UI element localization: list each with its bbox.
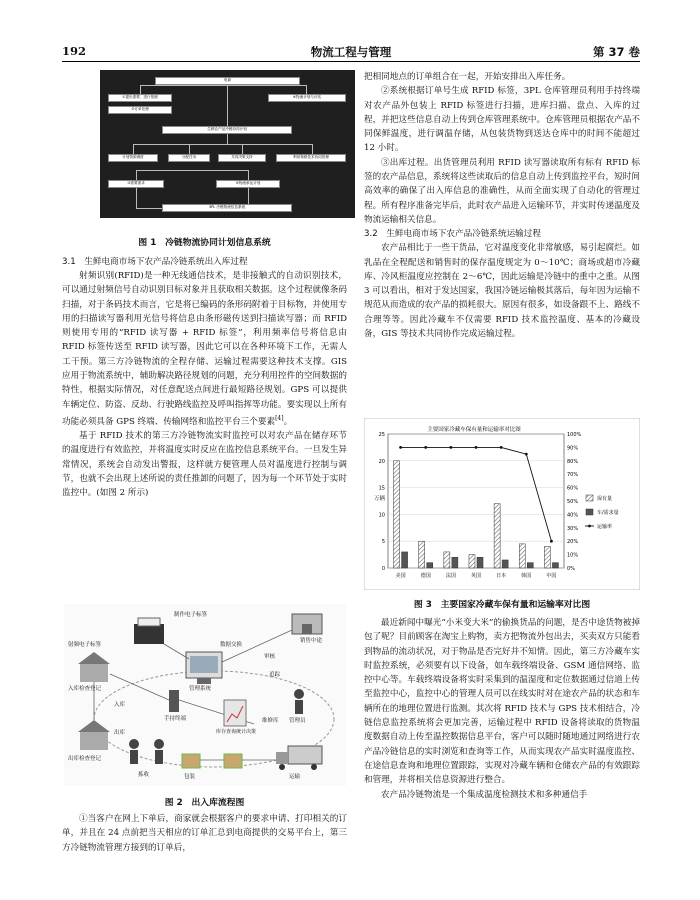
label-checkout-register: 出库检查登记: [68, 756, 102, 762]
label-management-system: 管理系统: [189, 686, 212, 692]
connector-line: [133, 144, 313, 145]
box-coordinated-plan: 生鲜农产品冷链协同计划: [162, 126, 292, 134]
chart-y2-tick-label: 80%: [567, 458, 579, 465]
page-number: 192: [62, 44, 87, 58]
chart-legend-label: 保有量: [597, 496, 613, 502]
figure-1-diagram: [100, 70, 355, 218]
chart-y-tick-label: 25: [378, 432, 385, 438]
right-column-bottom-text: [364, 616, 640, 878]
citation-4: [4]: [275, 414, 284, 422]
box-demand-forecast: ①提出需要、进行预测: [108, 94, 172, 102]
chart-y2-tick-label: 70%: [567, 472, 579, 479]
label-tracking: 追踪: [269, 672, 281, 678]
chart-point: [525, 453, 528, 456]
box-demand-requirement: ③需要需求: [108, 180, 164, 188]
chart-bar: [402, 552, 408, 568]
connector-line: [140, 85, 141, 94]
chart-bar: [544, 547, 550, 568]
paragraph-rfid-end: 。: [283, 416, 293, 427]
chart-bar: [427, 563, 433, 568]
chart-legend-label: 车/需求量: [597, 510, 619, 516]
box-resource-scheduling: 计划资源调度: [108, 154, 158, 162]
chart-bar: [419, 541, 425, 568]
paragraph-order-step: ①当客户在网上下单后，商家就会根据客户的要求申请、打印相关的订单，并且在 24 点前把当天相应的订单汇总到电商提供的交易平台上，第三方冷链物流管理方接到的订单后，: [62, 814, 347, 853]
label-data-exchange: 数据交换: [220, 642, 243, 648]
paragraph-monitoring-system: 最近新闻中曝光“小米变大米”的偷换货品的问题，是否中途货物被掉包了呢？目前顾客在淘宝上购物，卖方把物流外包出去，买卖双方只能看到物品的流动状况，对于物品是否完好并不知情。因此，第三方冷藏车实时监控系统，必须要有以下设备，如车载终端设备、GSM 通信网络、监控中心等。车载终端设备将实时采集到的温湿度和定位数据通过信道上传至监控中心，监控中心的管理人员可以在线实时对在途农产品的状态和车辆所在的地理位置进行监测。其次将 RFID 技术与 GPS 技术相结合，冷链信息监控系统将会更加完善，运输过程中 RFID 设备将读取的货物温度数据自动上传至温控数据信息平台，客户可以随时随地通过网络进行农产品冷链信息的实时浏览和查询等工作，从而实现农产品实时温度监控、在途信息查询和地理位置跟踪，实现对冷藏车辆和仓储农产品的有效跟踪和管理，并将相关信息资源进行整合。: [364, 618, 640, 786]
paragraph-outbound-step: ③出库过程。出货管理员利用 RFID 读写器读取所有标有 RFID 标签的农产品信息，系统将这些读取后的信息自动上传到监控平台，短时间高效率的确保了出入库信息的准确性，从而全面实现了自动化的管理过程。所有程序准备完毕后，此时农产品进入运输环节，并实时传递温度及物流运输相关信息。: [364, 157, 640, 225]
paragraph-temperature: 农产品相比于一些干货品，它对温度变化非常敏感，易引起腐烂。如乳品在全程配送和销售时的保存温度规定为 0～10℃；商场或超市冷藏库、冷风柜温度应控制在 2～6℃，因此运输是冷链中的重中之重。从图 3 可以看出，相对于发达国家，我国冷链运输极其落后，每年因为运输不规范从而造成的农产品的损耗很大。原因有很多，如设备跟不上、路线不合理等等。因此冷藏车不仅需要 RFID 技术监控温度、基本的冷藏设备，GIS 等技术共同协作完成运输过程。: [364, 243, 640, 340]
label-maintenance: 维修库: [262, 718, 279, 724]
label-pack: 包装: [184, 774, 196, 780]
chart-x-tick-label: 英国: [470, 573, 482, 579]
connector-line: [136, 188, 137, 208]
connector-line: [189, 144, 190, 154]
box-iot-management: 利用物联技术协同管理: [276, 154, 346, 162]
chart-bar: [477, 557, 483, 568]
box-logistics-plan-eval: ⑥物流计划与评估: [268, 94, 346, 102]
chart-point: [424, 446, 427, 449]
chart-legend-swatch: [586, 495, 593, 501]
label-checkin-register: 入库检查登记: [68, 686, 102, 692]
chart-y2-tick-label: 10%: [567, 552, 579, 559]
chart-y2-tick-label: 100%: [567, 432, 582, 438]
chart-bar: [394, 461, 400, 568]
chart-x-tick-label: 美国: [395, 573, 406, 579]
chart-y2-tick-label: 40%: [567, 512, 579, 519]
chart-y2-tick-label: 50%: [567, 499, 579, 505]
chart-y2-tick-label: 60%: [567, 485, 579, 492]
box-decision-support: 共同决策支持: [218, 154, 266, 162]
connector-line: [248, 170, 249, 180]
box-ecommerce: 电商: [155, 77, 300, 85]
connector-line: [136, 208, 162, 209]
left-column-bottom-text: [62, 812, 347, 872]
chart-bar: [494, 504, 500, 568]
chart-y2-tick-label: 90%: [567, 445, 579, 452]
journal-name: 物流工程与管理: [310, 45, 392, 59]
box-order-processing: ②订单处理: [108, 106, 172, 114]
box-3pl-info-system: 3PL 冷链物流信息系统: [162, 204, 292, 212]
chart-point: [399, 446, 402, 449]
connector-line: [242, 144, 243, 154]
left-column-text: [62, 255, 347, 595]
chart-y2-tick-label: 20%: [567, 539, 579, 546]
right-column-top-text: [364, 70, 640, 418]
connector-line: [136, 170, 137, 180]
label-out-store: 出库: [114, 730, 126, 736]
label-pick: 拣收: [138, 772, 150, 778]
figure-1-caption: 图 1 冷链物流协同计划信息系统: [138, 238, 271, 248]
section-3-2-heading: 3.2 生鲜电商市场下农产品冷链系统运输过程: [364, 229, 541, 240]
connector-line: [140, 85, 307, 86]
connector-line: [306, 85, 307, 94]
paragraph-rfid-text: 射频识别(RFID)是一种无线通信技术，是非接触式的自动识别技术，可以通过射频信号自动识别目标对象并且获取相关数据。这个过程就像条码扫描，对于条码技术而言，它是将已编码的条形码附着于目标物，并使用专用的扫描读写器利用光信号将信息由条形磁传送到扫描读写器；而 RFID 则使用专用的“RFID 读写器 + RFID 标签”，利用频率信号将信息由 RFID 标签传送至 RFID 读写器，因此它可以在各种环境下工作，无需人工干预。第三方冷链物流的全程存储、运输过程需要这种技术支撑。GIS 应用于物流系统中，辅助解决路径规划的问题，充分利用控件的空间数据的特性，根据实际情况，对任意配送点间进行最短路径规划。GPS 可以提供车辆定位、防盗、反劫、行驶路线监控及呼叫指挥等功能。要实现以上所有功能必须具备 GPS 终端、传输网络和监控平台三个要素: [62, 271, 347, 427]
paragraph-rfid: [62, 269, 347, 429]
paragraph-monitoring: 基于 RFID 技术的第三方冷链物流实时监控可以对农产品在储存环节的温度进行有效监控，并将温度实时反应在监控信息系统平台。一旦发生异常情况，系统会自动发出警报，这样就方便管理人员对温度进行控制与调节，也就不会出现上述所说的责任推卸的问题了，因为每一个环节处于实时监控中。(如图 2 所示): [62, 431, 347, 499]
chart-bar: [519, 544, 525, 568]
label-in-store: 入库: [114, 702, 126, 708]
handheld-terminal-icon: [169, 690, 179, 712]
box-task-allocation: 分配任务: [168, 154, 210, 162]
box-carrier-plan: ⑤物流承运计划: [216, 180, 280, 188]
running-header: [62, 42, 640, 62]
chart-x-tick-label: 中国: [546, 573, 557, 579]
label-make-tag: 制作电子标签: [174, 612, 208, 618]
chart-point: [449, 446, 452, 449]
label-handheld-terminal: 手持终端: [164, 716, 187, 722]
figure-2-diagram: [64, 604, 346, 786]
chart-bar: [469, 555, 475, 568]
chart-bar: [502, 560, 508, 568]
connector-line: [133, 144, 134, 154]
store-icon: [292, 614, 322, 634]
chart-title: 主要国家冷藏车保有量和运输率对比图: [427, 427, 521, 433]
figure-3-caption: 图 3 主要国家冷藏车保有量和运输率对比图: [413, 600, 591, 610]
chart-y-tick-label: 15: [378, 485, 385, 492]
label-transport: 运输: [289, 774, 301, 780]
section-3-1-heading: 3.1 生鲜电商市场下农产品冷链系统出入库过程: [62, 257, 248, 267]
connector-line: [248, 188, 249, 204]
chart-bar: [444, 552, 450, 568]
chart-svg: [364, 418, 640, 590]
chart-y2-tick-label: 0%: [567, 566, 575, 572]
paragraph-orders-combined: 把相同地点的订单组合在一起，开始安排出入库任务。: [364, 72, 571, 82]
chart-point: [500, 446, 503, 449]
chart-y-tick-label: 10: [378, 512, 385, 519]
label-sales-transit: 销售中途: [300, 638, 323, 644]
figure-3-chart: [364, 418, 640, 590]
label-rfid-tag: 射频电子标签: [68, 642, 102, 648]
chart-y-tick-label: 20: [378, 458, 385, 465]
volume-label: 第 37 卷: [592, 45, 640, 59]
chart-y-tick-label: 0: [381, 566, 385, 572]
connector-line: [312, 144, 313, 154]
chart-y-tick-label: 5: [381, 539, 385, 546]
label-inventory-query: 库存查询统计决策: [216, 729, 257, 735]
paragraph-cold-chain: 农产品冷链物流是一个集成温度检测技术和多种通信手: [381, 789, 588, 800]
label-manager: 管理员: [289, 718, 306, 724]
chart-x-tick-label: 日本: [496, 573, 507, 579]
chart-bar: [552, 563, 558, 568]
connector-line: [136, 170, 249, 171]
chart-y-axis-label: 万辆: [374, 496, 386, 502]
chart-legend-swatch: [586, 509, 593, 515]
chart-y2-tick-label: 30%: [567, 525, 579, 532]
paragraph-rfid-tag-step: ②系统根据订单号生成 RFID 标签，3PL 仓库管理员利用手持终端对农产品外包装上 RFID 标签进行扫描，进库扫描、盘点、入库的过程，并把这些信息自动上传到仓库管理系统中。仓库管理员根据农产品不同保鲜温度，进行调温存储，从包装货物到送达仓库中的时间不能超过 12 小时。: [364, 86, 640, 154]
chart-x-tick-label: 法国: [445, 573, 456, 579]
chart-legend-label: 运输率: [597, 524, 613, 530]
chart-point: [550, 540, 553, 543]
connector-line: [227, 85, 228, 126]
label-review: 审核: [264, 654, 276, 660]
chart-x-tick-label: 韩国: [521, 573, 532, 579]
connector-line: [227, 134, 228, 144]
chart-bar: [452, 557, 458, 568]
chart-point: [475, 446, 478, 449]
printer-icon: [134, 618, 164, 644]
chart-legend-swatch: [588, 525, 591, 528]
chart-x-tick-label: 德国: [420, 573, 431, 579]
figure-2-caption: 图 2 出入库流程图: [164, 798, 245, 808]
chart-bar: [527, 563, 533, 568]
